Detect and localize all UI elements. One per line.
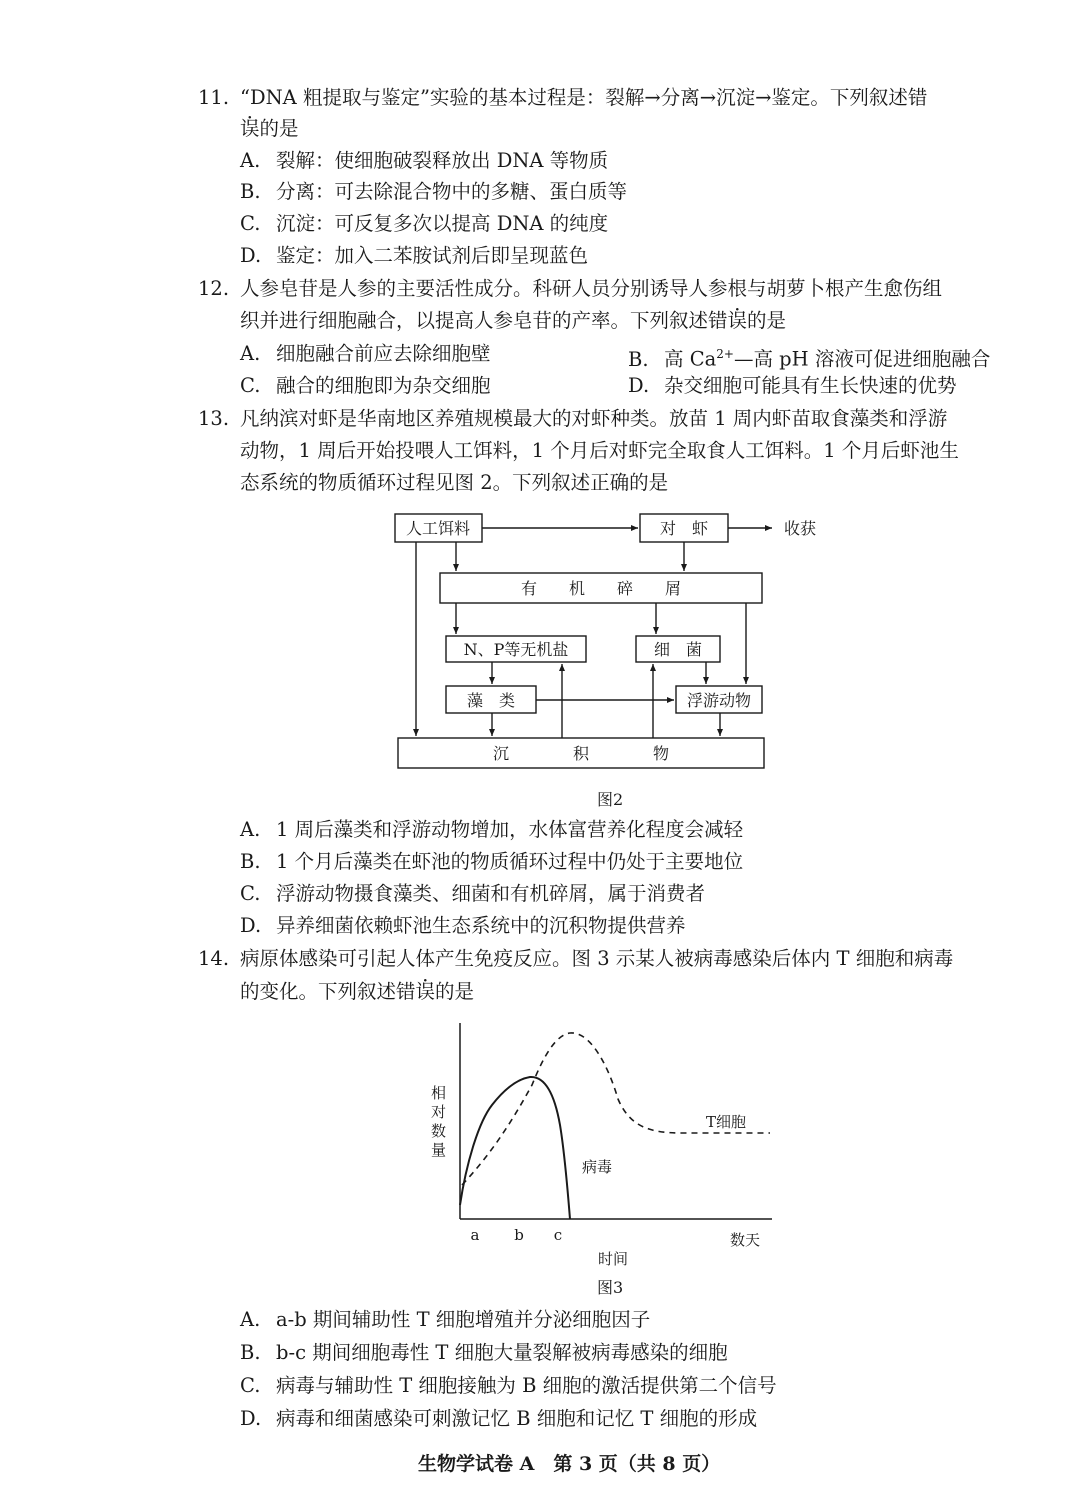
label-detritus: 有 机 碎 屑 — [520, 579, 682, 598]
q11-number: 11. — [198, 86, 230, 109]
tcell-curve — [462, 1033, 770, 1185]
q14-option-a-label: A. — [240, 1308, 261, 1331]
q14-option-b[interactable] — [240, 1339, 728, 1367]
q13-stem-line1 — [198, 405, 947, 433]
q13-option-b[interactable] — [240, 848, 743, 876]
label-shrimp: 对 虾 — [659, 519, 709, 538]
q13-option-d-text: 异养细菌依赖虾池生态系统中的沉积物提供营养 — [276, 914, 686, 937]
label-algae: 藻 类 — [466, 691, 516, 710]
q11-option-d-text: 鉴定：加入二苯胺试剂后即呈现蓝色 — [276, 244, 589, 267]
q12-option-d[interactable] — [628, 372, 957, 400]
q13-option-d[interactable] — [240, 912, 686, 940]
q14-stem-line2 — [240, 978, 474, 1006]
q12-option-b-label: B. — [628, 347, 649, 371]
q14-option-c-text: 病毒与辅助性 T 细胞接触为 B 细胞的激活提供第二个信号 — [276, 1374, 777, 1397]
q12-stem-line2 — [240, 307, 786, 335]
q14-option-d-text: 病毒和细菌感染可刺激记忆 B 细胞和记忆 T 细胞的形成 — [276, 1407, 758, 1430]
virus-curve — [460, 1077, 570, 1219]
figure2-caption: 图2 — [597, 790, 624, 809]
q13-stem-line2 — [240, 437, 959, 465]
q13-stem-line3 — [240, 469, 668, 497]
tcell-label: T细胞 — [706, 1113, 747, 1131]
q12-option-b-text-post: —高 pH 溶液可促进细胞融合 — [733, 347, 991, 371]
q13-option-a-label: A. — [240, 818, 261, 841]
q14-option-b-text: b-c 期间细胞毒性 T 细胞大量裂解被病毒感染的细胞 — [276, 1341, 728, 1364]
x-axis-label: 时间 — [597, 1250, 629, 1268]
q12-stem-text2: 织并进行细胞融合，以提高人参皂苷的产率。下列叙述错 — [240, 309, 728, 332]
label-harvest: 收获 — [783, 519, 817, 538]
q14-stem-text2: 的变化。下列叙述错 — [240, 980, 416, 1003]
q13-stem-text1: 凡纳滨对虾是华南地区养殖规模最大的对虾种类。放苗 1 周内虾苗取食藻类和浮游 — [240, 407, 948, 430]
label-zooplankton: 浮游动物 — [686, 691, 752, 710]
q11-option-d-label: D. — [240, 244, 262, 267]
q14-option-c-label: C. — [240, 1374, 261, 1397]
q13-option-c-text: 浮游动物摄食藻类、细菌和有机碎屑，属于消费者 — [276, 882, 706, 905]
figure2-diagram — [380, 505, 880, 785]
q11-option-b-label: B. — [240, 180, 261, 203]
q14-option-a[interactable] — [240, 1306, 650, 1334]
q13-option-a[interactable] — [240, 816, 743, 844]
q11-option-a-text: 裂解：使细胞破裂释放出 DNA 等物质 — [276, 149, 609, 172]
q12-option-c-text: 融合的细胞即为杂交细胞 — [276, 374, 491, 397]
q14-emphasis-char: 误 — [415, 980, 436, 1003]
virus-label: 病毒 — [582, 1158, 613, 1176]
q13-option-a-text: 1 周后藻类和浮游动物增加，水体富营养化程度会减轻 — [276, 818, 744, 841]
q11-option-a-label: A. — [240, 149, 261, 172]
q12-emphasis-char: 误 — [727, 309, 748, 332]
q12-option-d-label: D. — [628, 374, 650, 397]
q12-option-a[interactable] — [240, 340, 491, 368]
tick-b: b — [514, 1226, 524, 1244]
q11-stem-line1 — [198, 84, 927, 112]
q14-option-d-label: D. — [240, 1407, 262, 1430]
q12-option-b[interactable] — [628, 340, 990, 374]
q11-option-b[interactable] — [240, 178, 627, 206]
y-axis-label: 相对数量 — [429, 1085, 447, 1161]
q14-option-d[interactable] — [240, 1405, 757, 1433]
tick-c: c — [553, 1226, 563, 1244]
q14-stem-line1 — [198, 945, 953, 973]
q12-stem-line1 — [198, 275, 942, 303]
q11-option-c-text: 沉淀：可反复多次以提高 DNA 的纯度 — [276, 212, 609, 235]
figure3-caption: 图3 — [597, 1278, 624, 1297]
page-footer: 生物学试卷 A 第 3 页（共 8 页） — [418, 1453, 721, 1475]
q14-number: 14. — [198, 947, 230, 970]
q11-stem-text1: “DNA 粗提取与鉴定”实验的基本过程是：裂解→分离→沉淀→鉴定。下列叙述错 — [240, 86, 928, 109]
q12-option-b-sup: 2+ — [716, 347, 734, 361]
label-feed: 人工饵料 — [405, 519, 471, 538]
q11-option-d[interactable] — [240, 242, 588, 270]
q14-option-c[interactable] — [240, 1372, 777, 1400]
q14-option-a-text: a-b 期间辅助性 T 细胞增殖并分泌细胞因子 — [276, 1308, 651, 1331]
q13-option-b-text: 1 个月后藻类在虾池的物质循环过程中仍处于主要地位 — [276, 850, 744, 873]
q12-option-c-label: C. — [240, 374, 261, 397]
q12-stem-text3: 的是 — [747, 309, 787, 332]
q14-stem-text1: 病原体感染可引起人体产生免疫反应。图 3 示某人被病毒感染后体内 T 细胞和病毒 — [240, 947, 954, 970]
q12-option-c[interactable] — [240, 372, 491, 400]
q11-stem-line2 — [240, 115, 299, 143]
x-end-label: 数天 — [729, 1231, 761, 1249]
q12-option-a-text: 细胞融合前应去除细胞壁 — [276, 342, 491, 365]
label-bacteria: 细 菌 — [653, 640, 703, 659]
label-salts: N、P等无机盐 — [463, 640, 569, 659]
q14-option-b-label: B. — [240, 1341, 261, 1364]
q13-option-d-label: D. — [240, 914, 262, 937]
q14-stem-text3: 的是 — [435, 980, 475, 1003]
q13-option-c[interactable] — [240, 880, 705, 908]
q13-stem-text2: 动物，1 周后开始投喂人工饵料，1 个月后对虾完全取食人工饵料。1 个月后虾池生 — [240, 439, 959, 462]
q11-option-a[interactable] — [240, 147, 608, 175]
tick-a: a — [470, 1226, 480, 1244]
figure3-graph — [420, 1015, 790, 1275]
q11-option-c-label: C. — [240, 212, 261, 235]
q12-option-b-text-pre: 高 Ca — [664, 347, 717, 371]
q11-stem-text2: 的是 — [259, 117, 299, 140]
q12-option-a-label: A. — [240, 342, 261, 365]
q13-option-c-label: C. — [240, 882, 261, 905]
label-sediment: 沉 积 物 — [492, 744, 670, 763]
q11-option-b-text: 分离：可去除混合物中的多糖、蛋白质等 — [276, 180, 628, 203]
q12-number: 12. — [198, 277, 230, 300]
q13-option-b-label: B. — [240, 850, 261, 873]
q13-number: 13. — [198, 407, 230, 430]
q11-option-c[interactable] — [240, 210, 608, 238]
q11-emphasis-char: 误 — [240, 117, 260, 140]
q12-stem-text1: 人参皂苷是人参的主要活性成分。科研人员分别诱导人参根与胡萝卜根产生愈伤组 — [240, 277, 943, 300]
q12-option-d-text: 杂交细胞可能具有生长快速的优势 — [664, 374, 957, 397]
q13-stem-text3: 态系统的物质循环过程见图 2。下列叙述正确的是 — [240, 471, 669, 494]
